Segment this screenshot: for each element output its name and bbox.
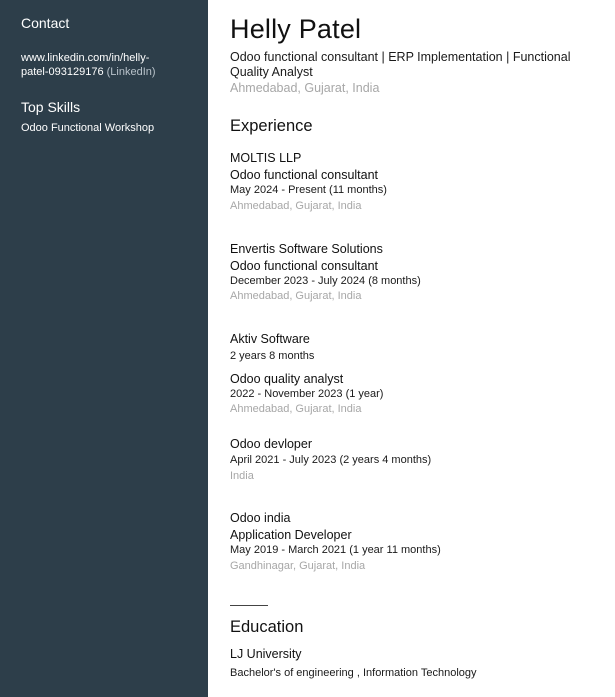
education-heading: Education — [230, 618, 304, 636]
job-location: India — [230, 470, 254, 482]
job-dates: May 2024 - Present (11 months) — [230, 184, 387, 196]
top-skills-heading: Top Skills — [21, 99, 81, 115]
job-company: Envertis Software Solutions — [230, 242, 383, 256]
profile-name: Helly Patel — [230, 14, 362, 44]
education-degree: Bachelor's of engineering , Information Technology — [230, 667, 477, 679]
job-location: Ahmedabad, Gujarat, India — [230, 200, 362, 212]
linkedin-link-line1[interactable]: www.linkedin.com/in/helly- — [21, 52, 150, 64]
profile-location: Ahmedabad, Gujarat, India — [230, 81, 380, 95]
job-dates: May 2019 - March 2021 (1 year 11 months) — [230, 544, 441, 556]
job-company: Odoo india — [230, 511, 291, 525]
job-title: Application Developer — [230, 528, 352, 542]
experience-heading: Experience — [230, 117, 313, 135]
section-divider — [230, 605, 268, 606]
job-title: Odoo functional consultant — [230, 168, 379, 182]
main-content — [230, 0, 600, 697]
job-company: MOLTIS LLP — [230, 151, 302, 165]
linkedin-suffix: (LinkedIn) — [106, 66, 156, 78]
linkedin-url-part[interactable]: patel-093129176 — [21, 66, 104, 78]
job-dates: December 2023 - July 2024 (8 months) — [230, 275, 421, 287]
job-title: Odoo devloper — [230, 437, 313, 451]
headline-line1: Odoo functional consultant | ERP Implementation | Functional — [230, 50, 571, 64]
headline-line2: Quality Analyst — [230, 65, 313, 79]
sidebar — [0, 0, 208, 697]
job-dates: 2022 - November 2023 (1 year) — [230, 388, 384, 400]
job-title: Odoo quality analyst — [230, 372, 344, 386]
job-location: Ahmedabad, Gujarat, India — [230, 290, 362, 302]
education-school: LJ University — [230, 647, 302, 661]
job-location: Gandhinagar, Gujarat, India — [230, 560, 366, 572]
skill-item: Odoo Functional Workshop — [21, 122, 155, 134]
job-title: Odoo functional consultant — [230, 259, 379, 273]
job-location: Ahmedabad, Gujarat, India — [230, 403, 362, 415]
contact-heading: Contact — [21, 15, 70, 31]
profile-headline — [230, 50, 602, 80]
job-dates: April 2021 - July 2023 (2 years 4 months) — [230, 454, 432, 466]
linkedin-link-line2[interactable] — [21, 65, 156, 80]
job-company: Aktiv Software — [230, 332, 310, 346]
job-tenure: 2 years 8 months — [230, 350, 315, 362]
